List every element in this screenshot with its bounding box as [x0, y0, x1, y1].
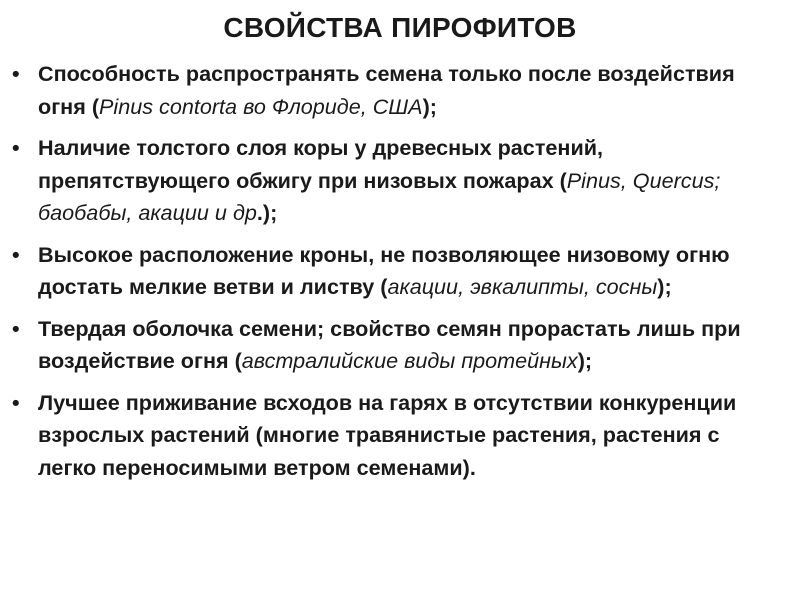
bullet-text-italic: австралийские виды протейных	[241, 348, 578, 373]
bullet-text-italic: Pinus, Quercus; баобабы, акации и др	[38, 167, 721, 225]
bullet-item-4	[0, 313, 800, 378]
bullet-text-bold: Лучшее приживание всходов на гарях в отсутствии конкуренции взрослых растений (многие травянистые растения, растения с легко переносимыми ветром семенами).	[38, 389, 737, 480]
bullet-text-bold: Высокое расположение кроны, не позволяющее низовому огню достать мелкие ветви и листву (	[38, 241, 730, 299]
bullet-item-5	[0, 387, 800, 485]
slide-title: СВОЙСТВА ПИРОФИТОВ	[223, 12, 577, 43]
bullet-item-2	[0, 132, 800, 230]
bullet-text-italic: Pinus contorta во Флориде, США	[99, 93, 423, 119]
bullet-text-bold: );	[422, 93, 437, 119]
bullet-item-3	[0, 239, 800, 304]
bullet-text-bold: .);	[256, 200, 278, 225]
bullet-text-bold: Твердая оболочка семени; свойство семян прорастать лишь при воздействие огня (	[38, 315, 741, 373]
bullet-text-bold: Способность распространять семена только после воздействия огня (	[38, 61, 735, 119]
bullet-text-bold: );	[657, 274, 672, 299]
bullet-text-bold: Наличие толстого слоя коры у древесных растений, препятствующего обжигу при низовых пожарах (	[38, 135, 603, 193]
bullet-item-1	[0, 58, 800, 123]
bullet-text-bold: );	[577, 348, 593, 373]
bullet-text-italic: акации, эвкалипты, сосны	[387, 274, 658, 299]
bullet-list	[0, 58, 800, 493]
